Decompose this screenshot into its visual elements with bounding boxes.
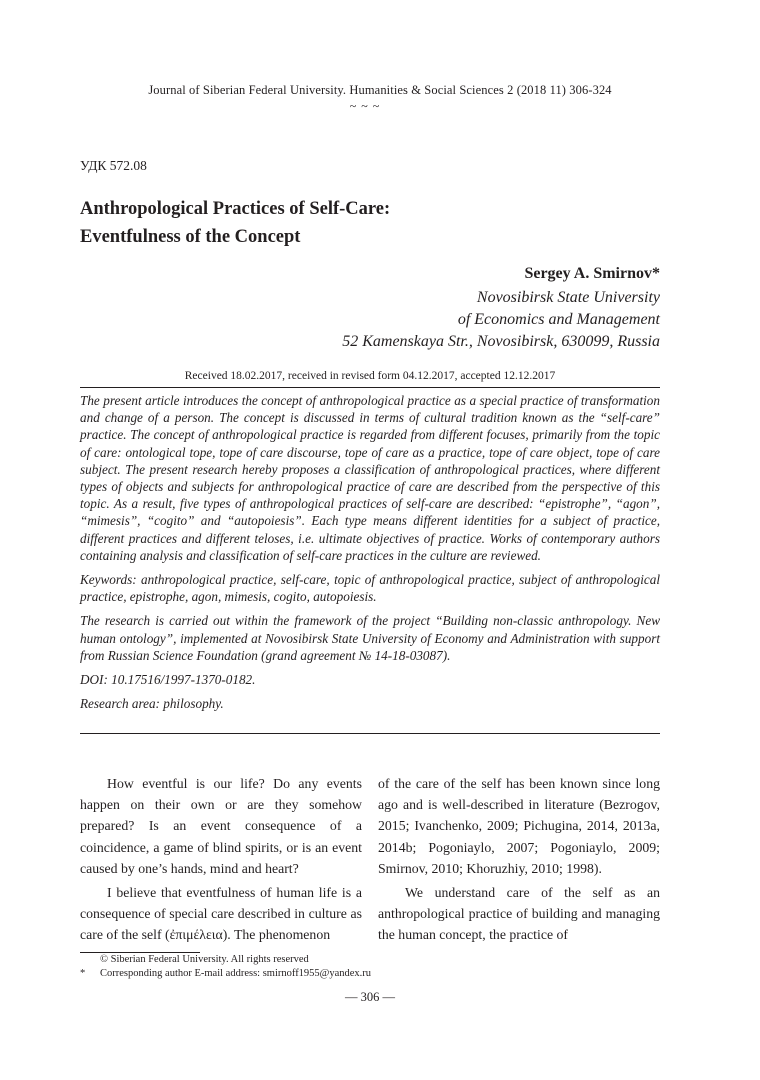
received-dates: Received 18.02.2017, received in revised form 04.12.2017, accepted 12.12.2017 xyxy=(184,370,556,382)
author-name: Sergey A. Smirnov* xyxy=(524,265,660,282)
affiliation-line-2: of Economics and Management xyxy=(457,311,660,328)
abstract-top-rule xyxy=(80,387,660,388)
research-area: Research area: philosophy. xyxy=(80,696,224,712)
footnote-marker: * xyxy=(80,968,86,979)
abstract-block xyxy=(80,392,660,719)
abstract-bottom-rule xyxy=(80,733,660,734)
header-ornament: ~ ~ ~ xyxy=(349,99,381,113)
keywords: Keywords: anthropological practice, self-care, topic of anthropological practice, subject of anthropological practice, epistrophe, agon, mimesis, cogito, autopoiesis. xyxy=(80,572,660,605)
body-paragraph: I believe that eventfulness of human life is a consequence of special care described in culture as care of the self (ἐπιμέλεια). The phenomenon xyxy=(80,885,362,943)
udk-code: УДК 572.08 xyxy=(80,158,147,173)
affiliation-line-3: 52 Kamenskaya Str., Novosibirsk, 630099, Russia xyxy=(342,333,660,350)
footnote-rule xyxy=(80,952,200,953)
article-title xyxy=(80,195,640,251)
copyright-footnote xyxy=(80,954,309,965)
body-column-left xyxy=(80,773,362,946)
body-column-right xyxy=(378,773,660,946)
author-affiliation xyxy=(342,287,660,353)
abstract-text: The present article introduces the concept of anthropological practice as a special practice of transformation and change of a person. The concept is discussed in terms of cultural tradition known as the “self-care” practice. The concept of anthropological practice is regarded from different focuses, primarily from the topic of care: ontological tope, tope of care discourse, tope of care as a practice, tope of care object, tope of care subject. The present research hereby proposes a classification of anthropological practices, where different types of objects and subjects for anthropological practice of care are described from the perspective of this topic. As a result, five types of anthropological practices of self-care are described: “epistrophe”, “agon”, “mimesis”, “cogito” and “autopoiesis”. Each type means different identities for a subject of practice, different practices and different teloses, i.e. ultimate objectives of practice. Works of contemporary authors containing analysis and classification of self-care practices in the culture are reviewed. xyxy=(80,393,660,563)
journal-header: Journal of Siberian Federal University. Humanities & Social Sciences 2 (2018 11) 306-324 xyxy=(148,83,612,97)
body-paragraph: We understand care of the self as an anthropological practice of building and managing the human concept, the practice of xyxy=(378,885,660,943)
doi: DOI: 10.17516/1997-1370-0182. xyxy=(80,672,256,688)
funding-note: The research is carried out within the framework of the project “Building non-classic anthropology. New human ontology”, implemented at Novosibirsk State University of Economy and Administration with support from Russian Science Foundation (grand agreement № 14-18-03087). xyxy=(80,613,660,663)
corresponding-footnote xyxy=(80,968,371,979)
body-paragraph: of the care of the self has been known since long ago and is well-described in literature (Bezrogov, 2015; Ivanchenko, 2009; Pichugina, 2014, 2013a, 2014b; Pogoniaylo, 2007; Pogoniaylo, 2009; Smirnov, 2010; Khoruzhiy, 2010; 1998). xyxy=(378,776,660,876)
page-number: — 306 — xyxy=(345,990,395,1004)
title-line-2: Eventfulness of the Concept xyxy=(80,227,301,247)
affiliation-line-1: Novosibirsk State University xyxy=(476,289,660,306)
body-paragraph: How eventful is our life? Do any events happen on their own or are they somehow prepared? Is an event consequence of a coincidence, a game of blind spirits, or is an event caused by one’s hands, mind and heart? xyxy=(80,776,362,876)
copyright-text: © Siberian Federal University. All rights reserved xyxy=(100,954,309,965)
corresponding-text: Corresponding author E-mail address: smirnoff1955@yandex.ru xyxy=(100,968,372,979)
title-line-1: Anthropological Practices of Self-Care: xyxy=(80,199,391,219)
